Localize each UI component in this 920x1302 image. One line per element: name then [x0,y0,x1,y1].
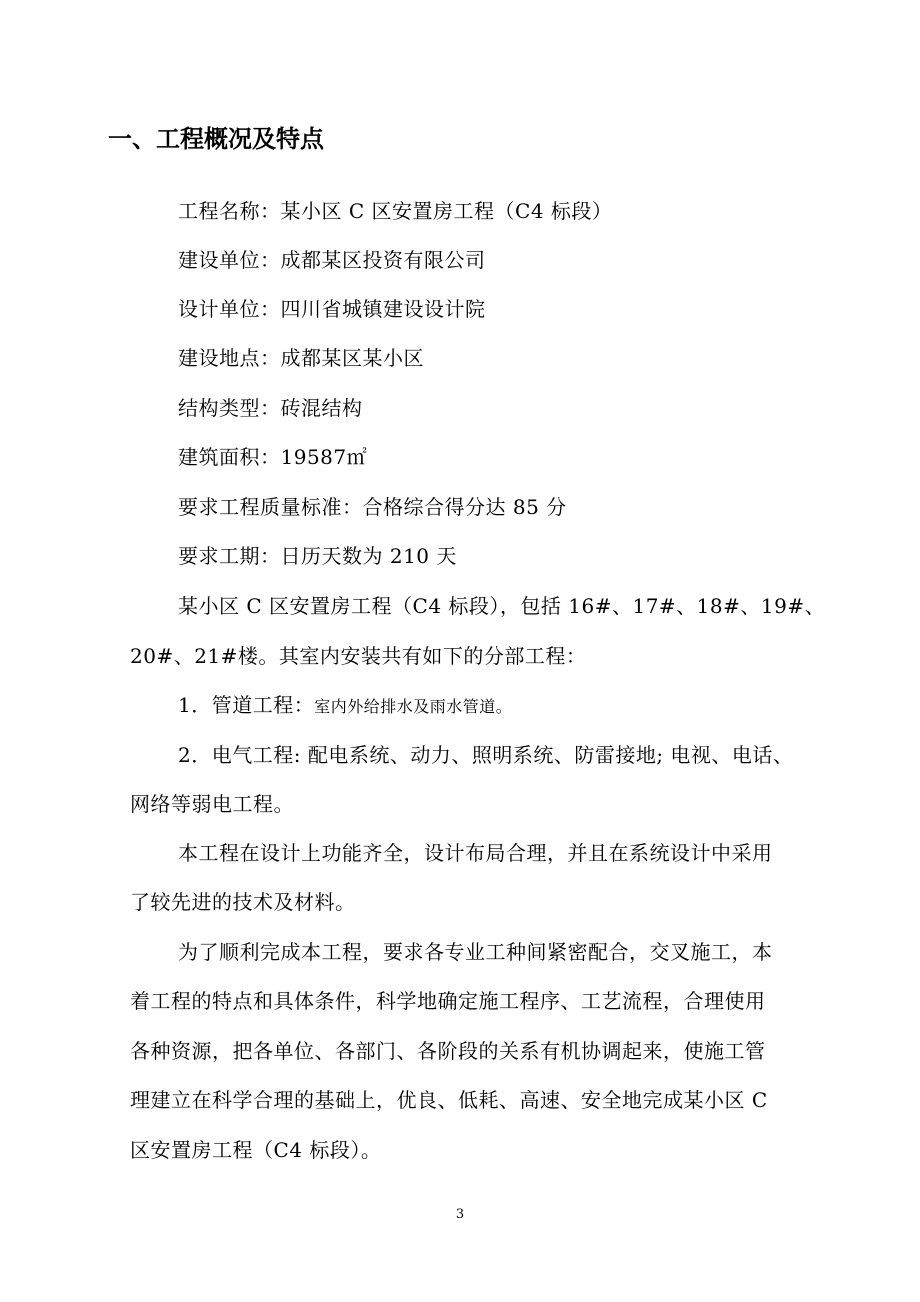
schedule-duration: 要求工期：日历天数为 210 天 [178,544,457,568]
building-area: 建筑面积：19587㎡ [178,445,368,469]
item-1-label: 1．管道工程： [178,693,315,717]
section-heading: 一、工程概况及特点 [108,125,324,153]
para-1-line-2: 了较先进的技术及材料。 [130,890,356,914]
builder-unit: 建设单位：成都某区投资有限公司 [178,248,486,272]
page-number: 3 [455,1207,465,1222]
build-location: 建设地点：成都某区某小区 [178,346,424,370]
quality-standard: 要求工程质量标准：合格综合得分达 85 分 [178,495,567,519]
structure-type: 结构类型：砖混结构 [178,396,363,420]
project-name: 工程名称：某小区 C 区安置房工程（C4 标段） [178,199,613,223]
item-2-line-1: 2．电气工程: 配电系统、动力、照明系统、防雷接地; 电视、电话、 [178,743,794,767]
item-1 [178,690,512,722]
scope-line-2: 20#、21#楼。其室内安装共有如下的分部工程： [130,644,587,668]
para-2-line-1: 为了顺利完成本工程，要求各专业工种间紧密配合，交叉施工，本 [178,940,773,964]
para-2-line-2: 着工程的特点和具体条件，科学地确定施工程序、工艺流程，合理使用 [130,989,766,1013]
item-2-line-2: 网络等弱电工程。 [130,792,294,816]
para-2-line-4: 理建立在科学合理的基础上，优良、低耗、高速、安全地完成某小区 C [130,1088,768,1112]
design-unit: 设计单位：四川省城镇建设设计院 [178,297,486,321]
item-1-text: 室内外给排水及雨水管道。 [314,697,513,716]
para-2-line-3: 各种资源，把各单位、各部门、各阶段的关系有机协调起来，使施工管 [130,1039,766,1063]
para-2-line-5: 区安置房工程（C4 标段）。 [130,1138,382,1162]
para-1-line-1: 本工程在设计上功能齐全，设计布局合理，并且在系统设计中采用 [178,841,773,865]
scope-line-1: 某小区 C 区安置房工程（C4 标段），包括 16#、17#、18#、19#、 [178,594,826,618]
